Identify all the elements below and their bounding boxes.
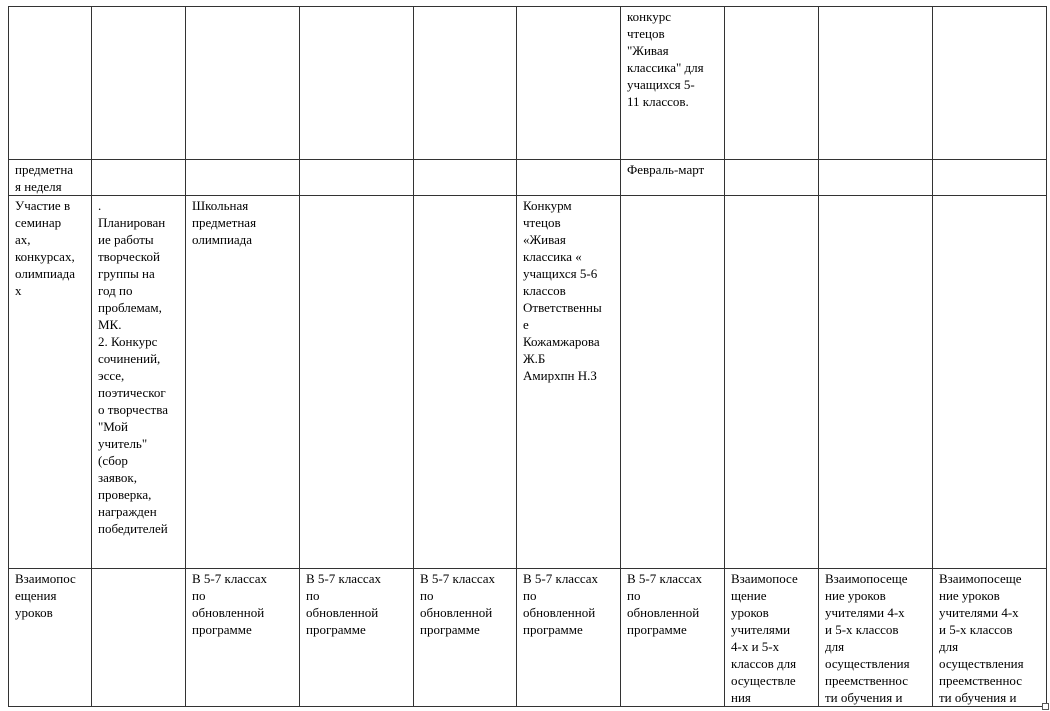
table-cell[interactable]	[414, 569, 517, 707]
table-cell[interactable]	[92, 160, 186, 196]
table-cell[interactable]	[933, 196, 1047, 569]
cell-text: Школьная предметная олимпиада	[192, 198, 257, 247]
table-cell[interactable]	[517, 160, 621, 196]
table-row	[9, 196, 1047, 569]
table-cell[interactable]	[9, 569, 92, 707]
table-cell[interactable]	[9, 160, 92, 196]
table-cell[interactable]	[933, 569, 1047, 707]
table-cell[interactable]	[933, 7, 1047, 160]
cell-text: Взаимопос ещения уроков	[15, 571, 76, 620]
table-cell[interactable]	[725, 196, 819, 569]
table-cell[interactable]	[92, 7, 186, 160]
table-cell[interactable]	[186, 569, 300, 707]
table-cell[interactable]	[414, 160, 517, 196]
cell-text: В 5-7 классах по обновленной программе	[420, 571, 496, 637]
cell-text: Взаимопосеще ние уроков учителями 4-х и 5-х классов для осуществления преемственнос ти обучения и	[939, 571, 1024, 705]
cell-text: В 5-7 классах по обновленной программе	[192, 571, 268, 637]
table-cell[interactable]	[414, 7, 517, 160]
cell-text: предметна я неделя	[15, 162, 74, 194]
cell-text: В 5-7 классах по обновленной программе	[306, 571, 382, 637]
table-cell[interactable]	[819, 160, 933, 196]
table-cell[interactable]	[92, 569, 186, 707]
table-cell[interactable]	[300, 196, 414, 569]
table-cell[interactable]	[300, 569, 414, 707]
cell-text: В 5-7 классах по обновленной программе	[523, 571, 599, 637]
table-cell[interactable]	[9, 196, 92, 569]
table-cell[interactable]	[414, 196, 517, 569]
cell-text: . Планирован ие работы творческой группы на год по проблемам, МК. 2. Конкурс сочинений, эссе, поэтическог о творчества "Мой учитель" (сбор заявок, проверка, награжден победителей	[98, 198, 168, 536]
table-cell[interactable]	[933, 160, 1047, 196]
table-cell[interactable]	[186, 160, 300, 196]
table-cell[interactable]	[517, 569, 621, 707]
table-cell[interactable]	[725, 569, 819, 707]
table-cell[interactable]	[9, 7, 92, 160]
table-cell[interactable]	[92, 196, 186, 569]
table-row	[9, 569, 1047, 707]
table-cell[interactable]	[517, 196, 621, 569]
table-cell[interactable]	[725, 7, 819, 160]
cell-text: Взаимопосе щение уроков учителями 4-х и 5-х классов для осуществле ния	[731, 571, 798, 705]
table-cell[interactable]	[819, 196, 933, 569]
table-cell[interactable]	[621, 196, 725, 569]
table-row	[9, 7, 1047, 160]
table-row	[9, 160, 1047, 196]
cell-text: В 5-7 классах по обновленной программе	[627, 571, 703, 637]
plan-table	[8, 6, 1047, 707]
cell-text: Февраль-март	[627, 162, 705, 177]
table-cell[interactable]	[621, 7, 725, 160]
cell-text: Конкурм чтецов «Живая классика « учащихся 5-6 классов Ответственны е Кожамжарова Ж.Б Амирхпн Н.З	[523, 198, 602, 383]
cell-text: Участие в семинар ах, конкурсах, олимпиада х	[15, 198, 76, 298]
table-cell[interactable]	[725, 160, 819, 196]
cell-text: конкурс чтецов "Живая классика" для учащихся 5- 11 классов.	[627, 9, 704, 109]
table-cell[interactable]	[300, 7, 414, 160]
cell-text: Взаимопосеще ние уроков учителями 4-х и 5-х классов для осуществления преемственнос ти обучения и	[825, 571, 910, 705]
table-cell[interactable]	[819, 7, 933, 160]
table-cell[interactable]	[621, 160, 725, 196]
table-cell[interactable]	[517, 7, 621, 160]
table-cell[interactable]	[300, 160, 414, 196]
table-cell[interactable]	[621, 569, 725, 707]
table-cell[interactable]	[186, 196, 300, 569]
table-resize-handle[interactable]	[1042, 703, 1049, 710]
table-cell[interactable]	[186, 7, 300, 160]
table-cell[interactable]	[819, 569, 933, 707]
